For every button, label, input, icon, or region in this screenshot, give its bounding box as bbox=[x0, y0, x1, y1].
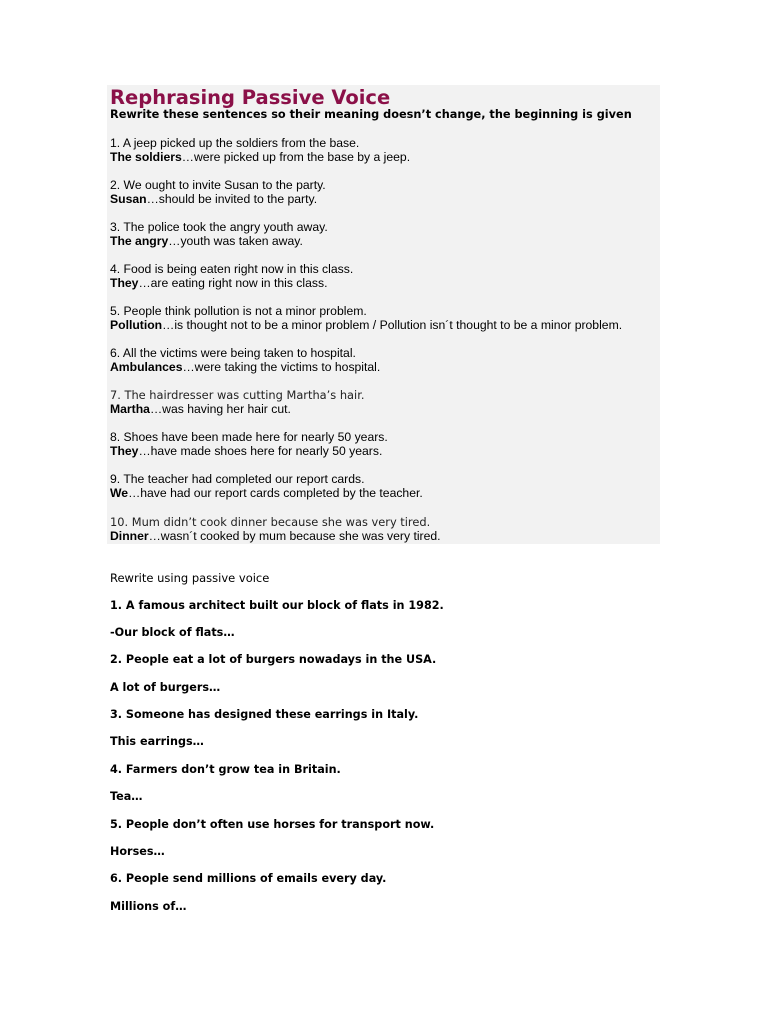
answer bbox=[110, 360, 380, 374]
list-item bbox=[110, 388, 364, 416]
answer bbox=[110, 318, 622, 332]
exercise-line: Millions of… bbox=[110, 900, 187, 913]
answer-rest: …should be invited to the party. bbox=[146, 192, 318, 206]
question: 4. Food is being eaten right now in this class. bbox=[110, 262, 354, 276]
answer bbox=[110, 150, 410, 164]
question: 9. The teacher had completed our report cards. bbox=[110, 472, 365, 486]
exercise-line: 4. Farmers don’t grow tea in Britain. bbox=[110, 763, 341, 776]
answer-rest: …youth was taken away. bbox=[168, 234, 303, 248]
instructions: Rewrite these sentences so their meaning doesn’t change, the beginning is given bbox=[110, 108, 632, 121]
exercise-line: A lot of burgers… bbox=[110, 681, 221, 694]
question: 1. A jeep picked up the soldiers from the base. bbox=[110, 136, 360, 150]
answer-rest: …is thought not to be a minor problem / Pollution isn´t thought to be a minor problem. bbox=[162, 318, 623, 332]
question: 10. Mum didn’t cook dinner because she was very tired. bbox=[110, 515, 431, 529]
exercise-line: Tea… bbox=[110, 790, 143, 803]
list-item bbox=[110, 472, 423, 500]
answer bbox=[110, 276, 353, 290]
question: 2. We ought to invite Susan to the party. bbox=[110, 178, 326, 192]
question: 7. The hairdresser was cutting Martha’s hair. bbox=[110, 388, 365, 402]
exercise-line: Horses… bbox=[110, 845, 165, 858]
list-item bbox=[110, 136, 410, 164]
exercise-line: This earrings… bbox=[110, 735, 204, 748]
list-item bbox=[110, 515, 441, 543]
question: 5. People think pollution is not a minor problem. bbox=[110, 304, 367, 318]
answer-rest: …was having her hair cut. bbox=[149, 402, 291, 416]
answer-rest: …are eating right now in this class. bbox=[138, 276, 328, 290]
answer bbox=[110, 444, 388, 458]
answer-lead: Dinner bbox=[110, 529, 149, 543]
answer-lead: They bbox=[110, 276, 139, 290]
page-title: Rephrasing Passive Voice bbox=[110, 86, 391, 109]
answer-rest: …were picked up from the base by a jeep. bbox=[181, 150, 411, 164]
answer-rest: …were taking the victims to hospital. bbox=[182, 360, 381, 374]
answer-lead: Susan bbox=[110, 192, 147, 206]
answer-rest: …have had our report cards completed by the teacher. bbox=[128, 486, 423, 500]
list-item bbox=[110, 304, 622, 332]
exercise-heading: Rewrite using passive voice bbox=[110, 571, 270, 585]
answer bbox=[110, 402, 364, 416]
answer bbox=[110, 234, 328, 248]
answer-lead: Martha bbox=[110, 402, 150, 416]
answer-lead: The angry bbox=[110, 234, 169, 248]
answer-lead: The soldiers bbox=[110, 150, 182, 164]
exercise-line: 6. People send millions of emails every day. bbox=[110, 872, 387, 885]
list-item bbox=[110, 346, 380, 374]
answer-lead: Pollution bbox=[110, 318, 163, 332]
question: 8. Shoes have been made here for nearly 50 years. bbox=[110, 430, 388, 444]
list-item bbox=[110, 430, 388, 458]
answer-rest: …wasn´t cooked by mum because she was very tired. bbox=[148, 529, 441, 543]
answer-lead: They bbox=[110, 444, 139, 458]
exercise-line: 2. People eat a lot of burgers nowadays in the USA. bbox=[110, 653, 437, 666]
answer-lead: Ambulances bbox=[110, 360, 183, 374]
exercise-line: -Our block of flats… bbox=[110, 626, 235, 639]
answer bbox=[110, 192, 326, 206]
list-item bbox=[110, 262, 353, 290]
answer-rest: …have made shoes here for nearly 50 years. bbox=[138, 444, 383, 458]
question: 6. All the victims were being taken to hospital. bbox=[110, 346, 356, 360]
exercise-line: 1. A famous architect built our block of flats in 1982. bbox=[110, 599, 444, 612]
exercise-line: 3. Someone has designed these earrings in Italy. bbox=[110, 708, 419, 721]
list-item bbox=[110, 178, 326, 206]
answer-lead: We bbox=[110, 486, 129, 500]
question: 3. The police took the angry youth away. bbox=[110, 220, 328, 234]
answer bbox=[110, 486, 423, 500]
answer bbox=[110, 529, 441, 543]
exercise-line: 5. People don’t often use horses for transport now. bbox=[110, 818, 435, 831]
list-item bbox=[110, 220, 328, 248]
